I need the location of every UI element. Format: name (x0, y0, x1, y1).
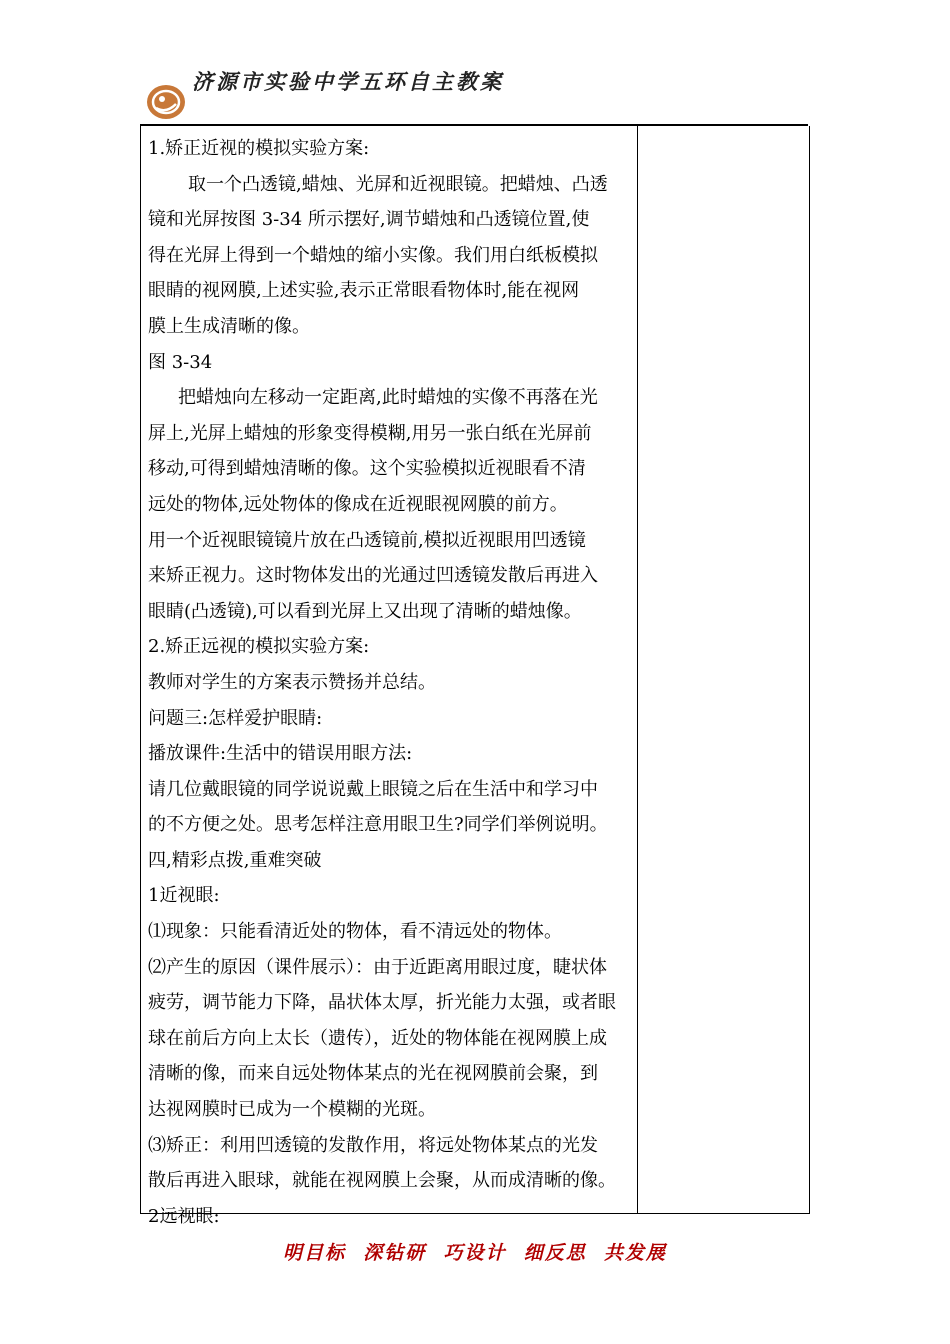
section-heading: 问题三:怎样爱护眼睛: (148, 707, 323, 729)
lesson-content (148, 131, 634, 1234)
text-line: 用一个近视眼镜镜片放在凸透镜前,模拟近视眼用凹透镜 (148, 529, 586, 551)
text-line: ⑵产生的原因（课件展示）：由于近距离用眼过度，睫状体 (148, 956, 607, 978)
figure-caption: 图 3-34 (148, 351, 213, 373)
school-title: 济源市实验中学五环自主教案 (192, 70, 504, 94)
text-line: ⑶矫正：利用凹透镜的发散作用，将远处物体某点的光发 (148, 1134, 598, 1156)
text-line: 把蜡烛向左移动一定距离,此时蜡烛的实像不再落在光 (178, 387, 598, 409)
section-heading: 2远视眼: (148, 1205, 220, 1227)
text-line: 清晰的像，而来自远处物体某点的光在视网膜前会聚，到 (148, 1063, 598, 1085)
text-line: 膜上生成清晰的像。 (148, 315, 310, 337)
text-line: 散后再进入眼球，就能在视网膜上会聚，从而成清晰的像。 (148, 1170, 616, 1192)
text-line: 1.矫正近视的模拟实验方案: (148, 138, 370, 159)
text-line: 镜和光屏按图 3-34 所示摆好,调节蜡烛和凸透镜位置,使 (148, 209, 590, 231)
text-line: 的不方便之处。思考怎样注意用眼卫生?同学们举例说明。 (148, 814, 608, 836)
text-line: 眼睛的视网膜,上述实验,表示正常眼看物体时,能在视网 (148, 280, 580, 302)
text-line: 达视网膜时已成为一个模糊的光斑。 (148, 1099, 436, 1121)
text-line: 疲劳，调节能力下降，晶状体太厚，折光能力太强，或者眼 (148, 992, 616, 1014)
school-logo-icon (146, 84, 186, 120)
text-line: 球在前后方向上太长（遗传），近处的物体能在视网膜上成 (148, 1027, 607, 1049)
text-line: 请几位戴眼镜的同学说说戴上眼镜之后在生活中和学习中 (148, 778, 598, 800)
lesson-table (140, 126, 810, 1227)
text-line: 屏上,光屏上蜡烛的形象变得模糊,用另一张白纸在光屏前 (148, 422, 592, 444)
text-line: 取一个凸透镜,蜡烛、光屏和近视眼镜。把蜡烛、凸透 (188, 173, 608, 195)
text-line: 眼睛(凸透镜),可以看到光屏上又出现了清晰的蜡烛像。 (148, 600, 582, 622)
section-heading: 2.矫正远视的模拟实验方案: (148, 636, 370, 658)
text-line: 得在光屏上得到一个蜡烛的缩小实像。我们用白纸板模拟 (148, 244, 598, 266)
footer-motto: 明目标 深钻研 巧设计 细反思 共发展 (283, 1242, 667, 1264)
text-line: 移动,可得到蜡烛清晰的像。这个实验模拟近视眼看不清 (148, 458, 586, 480)
text-line: 播放课件:生活中的错误用眼方法: (148, 743, 413, 765)
section-heading: 1近视眼: (148, 885, 220, 907)
text-line: 远处的物体,远处物体的像成在近视眼视网膜的前方。 (148, 493, 568, 515)
text-line: 来矫正视力。这时物体发出的光通过凹透镜发散后再进入 (148, 565, 598, 587)
text-line: ⑴现象：只能看清近处的物体，看不清远处的物体。 (148, 921, 562, 943)
text-line: 教师对学生的方案表示赞扬并总结。 (148, 671, 436, 693)
column-divider (637, 126, 638, 1213)
section-heading: 四,精彩点拨,重难突破 (148, 849, 322, 871)
